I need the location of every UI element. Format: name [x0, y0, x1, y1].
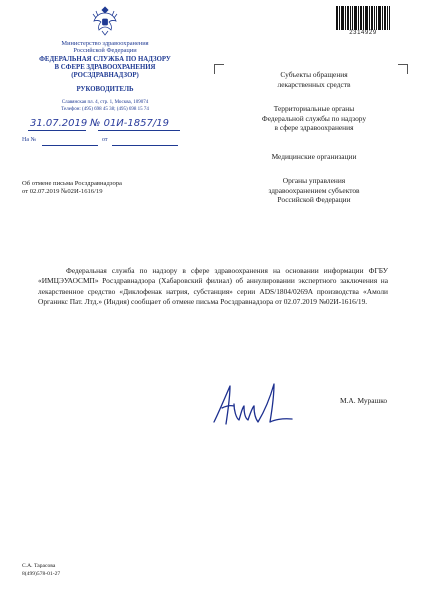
service-name-line2: В СФЕРЕ ЗДРАВООХРАНЕНИЯ [54, 64, 156, 71]
body-paragraph: Федеральная служба по надзору в сфере здравоохранения на основании информации ФГБУ «ИМЦЭУАОСМП» Росздравнадзора (Хабаровский филиал) об аннулировании экспертного заключения на лекарственное средство «Диклофенак натрия, субстанция» серии ADS/1804/0269A производства «Амоли Органикс Пат. Лтд.» (Индия) сообщает об отмене письма Росздравнадзора от 02.07.2019 №02И-1616/19. [38, 266, 388, 307]
addressee-line: лекарственных средств [277, 79, 351, 89]
reference-date-line [112, 145, 178, 146]
subject-line: от 02.07.2019 №02И-1616/19 [22, 188, 103, 196]
addressee-corner-left [214, 64, 224, 74]
coat-of-arms-icon [92, 4, 118, 38]
addressee-block [234, 70, 394, 89]
barcode-number: 2314929 [349, 30, 377, 36]
addressee-block [234, 176, 394, 205]
reference-number-line [42, 145, 98, 146]
service-abbreviation: (РОСЗДРАВНАДЗОР) [71, 72, 139, 79]
letter-subject [22, 180, 212, 196]
addressee-line: Территориальные органы [273, 104, 355, 113]
reference-number-label: На № [22, 137, 37, 143]
reg-number-line [98, 130, 180, 131]
phone-line: Телефон: (495) 698 45 38; (495) 698 15 74 [61, 107, 149, 112]
addressee-line: Органы управления [282, 176, 346, 185]
addressee-corner-right [398, 64, 408, 74]
addressee-block [234, 104, 394, 133]
service-name-line1: ФЕДЕРАЛЬНАЯ СЛУЖБА ПО НАДЗОРУ [39, 56, 171, 63]
date-line [28, 130, 86, 131]
address-line: Славянская пл. 4, стр. 1, Москва, 109074 [61, 100, 149, 105]
ministry-name-line2: Российской Федерации [73, 47, 137, 54]
letter-body [38, 266, 388, 308]
addressee-line: Субъекты обращения [280, 70, 348, 79]
barcode-icon [336, 6, 390, 30]
ministry-name-line1: Министерство здравоохранения [61, 40, 149, 47]
handwritten-date: 31.07.2019 [30, 118, 88, 129]
handwritten-signature [208, 378, 306, 430]
addressee-line: Федеральной службы по надзору [261, 113, 367, 123]
executor-name: С.А. Тарасова [22, 563, 56, 569]
addressee-line: здравоохранением субъектов [268, 185, 360, 195]
addressee-line: Российской Федерации [277, 195, 351, 205]
position-title: РУКОВОДИТЕЛЬ [76, 86, 134, 93]
signer-name: М.А. Мурашко [340, 396, 388, 405]
addressee-line: Медицинские организации [271, 152, 357, 161]
addressee-block [234, 152, 394, 162]
executor-phone: 8(499)578-01-27 [22, 571, 61, 577]
reference-from-label: от [102, 137, 108, 143]
addressee-line: в сфере здравоохранения [274, 123, 354, 133]
handwritten-reg-number: № 01И-1857/19 [90, 118, 169, 129]
subject-line: Об отмене письма Росздравнадзора [22, 180, 122, 187]
